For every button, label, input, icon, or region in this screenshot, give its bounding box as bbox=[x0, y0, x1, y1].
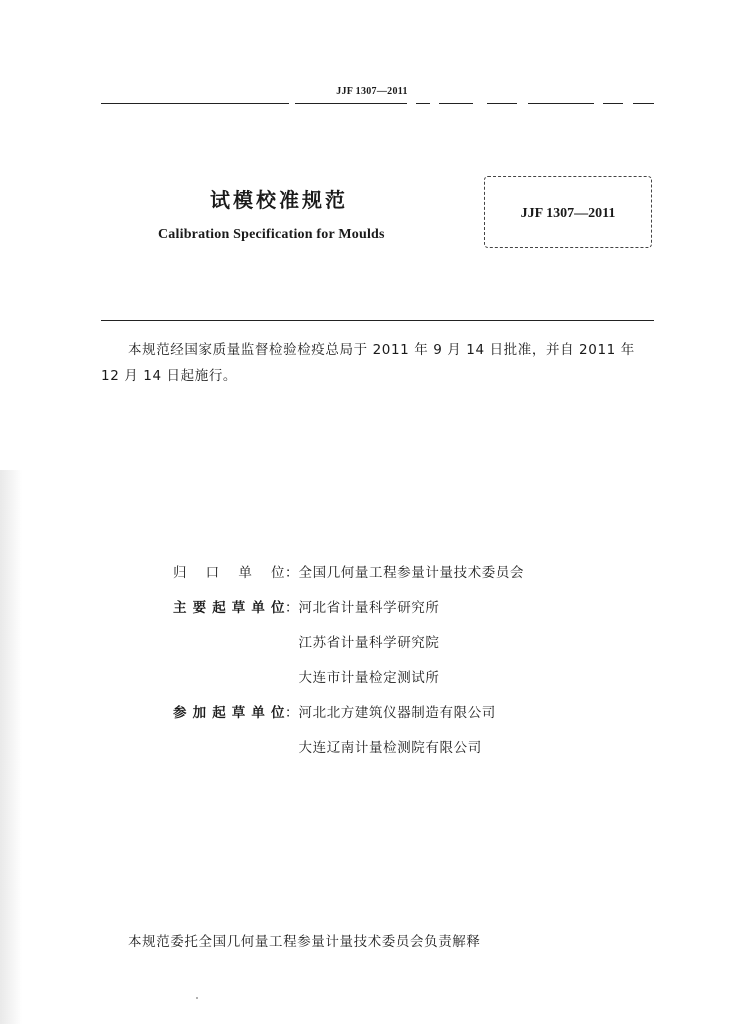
section-rule bbox=[101, 320, 654, 321]
main-drafter-value: 大连市计量检定测试所 bbox=[298, 670, 440, 686]
document-title-english: Calibration Specification for Moulds bbox=[158, 227, 385, 242]
header-rule-segment bbox=[528, 103, 594, 104]
unit-row-participating bbox=[173, 701, 524, 736]
participating-value: 大连辽南计量检测院有限公司 bbox=[298, 740, 482, 756]
main-drafter-value: 江苏省计量科学研究院 bbox=[298, 635, 440, 651]
main-drafter-value: 河北省计量科学研究所 bbox=[298, 600, 440, 616]
header-rule-segment bbox=[101, 103, 289, 104]
header-rule-segment bbox=[295, 103, 407, 104]
approval-statement: 本规范经国家质量监督检验检疫总局于 2011 年 9 月 14 日批准，并自 2011 年 12 月 14 日起施行。 bbox=[101, 342, 635, 384]
header-rule-segment bbox=[416, 103, 430, 104]
unit-row-main-drafter bbox=[173, 666, 524, 701]
scan-speck bbox=[196, 997, 198, 999]
label-colon: ： bbox=[285, 565, 299, 581]
participating-label: 参加起草单位 bbox=[173, 705, 285, 721]
unit-row-main-drafter bbox=[173, 596, 524, 631]
document-title-chinese: 试模校准规范 bbox=[210, 188, 348, 212]
interpretation-note: 本规范委托全国几何量工程参量计量技术委员会负责解释 bbox=[128, 934, 481, 950]
header-rule-segment bbox=[487, 103, 517, 104]
scan-edge-shadow bbox=[0, 470, 22, 1024]
main-drafters-label: 主要起草单位 bbox=[173, 600, 285, 616]
code-frame-text: JJF 1307—2011 bbox=[520, 206, 616, 221]
header-rule-segment bbox=[603, 103, 623, 104]
unit-row-centralized bbox=[173, 561, 524, 596]
header-rule-segment bbox=[633, 103, 654, 104]
centralized-unit-value: 全国几何量工程参量计量技术委员会 bbox=[298, 565, 525, 581]
label-colon: ： bbox=[285, 600, 299, 616]
header-rule-segment bbox=[439, 103, 473, 104]
unit-row-main-drafter bbox=[173, 631, 524, 666]
running-header-code: JJF 1307—2011 bbox=[336, 86, 408, 97]
label-colon: ： bbox=[285, 705, 299, 721]
drafting-units-block bbox=[173, 561, 524, 771]
unit-row-participating bbox=[173, 736, 524, 771]
centralized-unit-label: 归口单位 bbox=[173, 565, 285, 581]
participating-value: 河北北方建筑仪器制造有限公司 bbox=[298, 705, 496, 721]
